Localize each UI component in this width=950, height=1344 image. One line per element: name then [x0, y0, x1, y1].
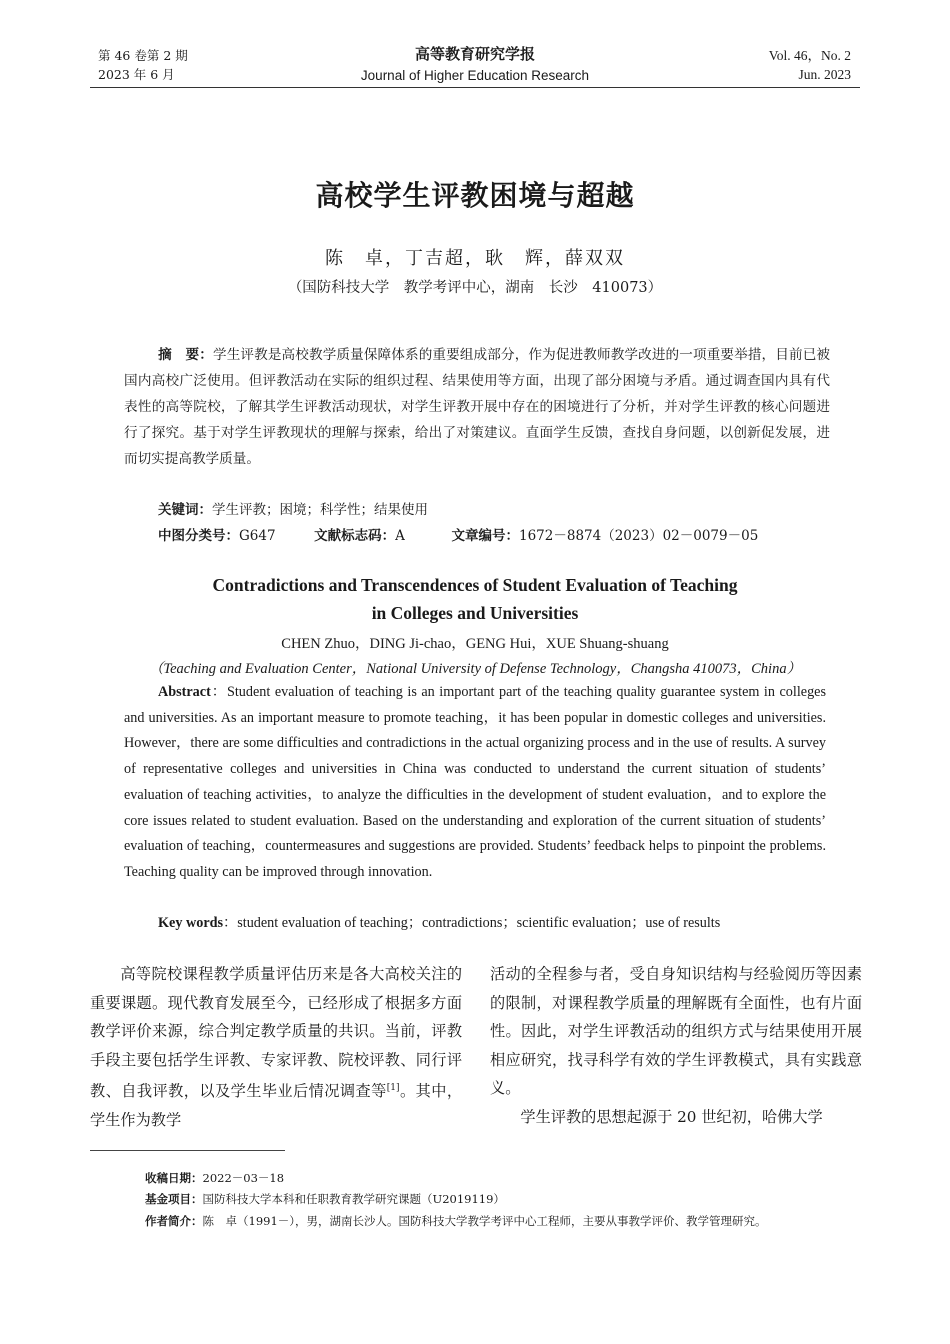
body-right-paragraph-1: 活动的全程参与者，受自身知识结构与经验阅历等因素的限制，对课程教学质量的理解既有全面性，也有片面性。因此，对学生评教活动的组织方式与结果使用开展相应研究，找寻科学有效的学生评教模式，具有实践意义。: [490, 965, 862, 1097]
footnote-received: 收稿日期：2022－03－18: [145, 1171, 285, 1185]
date-cn: 2023 年 6 月: [98, 67, 175, 82]
journal-name-en: Journal of Higher Education Research: [360, 68, 590, 83]
footnote-author: 作者简介：陈 卓（1991－），男，湖南长沙人。国防科技大学教学考评中心工程师，主要从事教学评价、教学管理研究。: [145, 1214, 767, 1228]
volume-issue-en: Vol. 46，No. 2: [768, 48, 851, 63]
footnote-fund: 基金项目：国防科技大学本科和任职教育教学研究课题（U2019119）: [145, 1192, 505, 1206]
keywords-en: Key words：student evaluation of teaching；contradictions；scientific evaluation；use of results: [158, 915, 721, 931]
body-left-column: 高等院校课程教学质量评估历来是各大高校关注的重要课题。现代教育发展至今，已经形成了根据多方面教学评价来源，综合判定教学质量的共识。当前，评教手段主要包括学生评教、专家评教、院校评教、同行评教、自我评教，以及学生毕业后情况调查等[1]。其中，学生作为教学: [90, 965, 463, 1129]
abstract-cn-text: 学生评教是高校教学质量保障体系的重要组成部分，作为促进教师教学改进的一项重要举措，目前已被国内高校广泛使用。但评教活动在实际的组织过程、结果使用等方面，出现了部分困境与矛盾。通过调查国内具有代表性的高等院校，了解其学生评教活动现状，对学生评教开展中存在的困境进行了分析，并对学生评教的核心问题进行了探究。基于对学生评教现状的理解与探索，给出了对策建议。直面学生反馈，查找自身问题，以创新促发展，进而切实提高教学质量。: [124, 347, 831, 467]
citation-ref: [1]: [386, 1083, 400, 1093]
en-authors: CHEN Zhuo，DING Ji-chao，GENG Hui，XUE Shuang-shuang: [281, 636, 669, 652]
affiliation: （国防科技大学 教学考评中心，湖南 长沙 410073）: [287, 280, 663, 296]
keywords-cn: 关键词：学生评教；困境；科学性；结果使用: [158, 502, 428, 518]
en-title-line1: Contradictions and Transcendences of Student Evaluation of Teaching: [212, 575, 738, 595]
abstract-cn-label: 摘 要：: [158, 347, 213, 363]
header-rule: [90, 87, 860, 88]
date-en: Jun. 2023: [798, 67, 851, 82]
body-right-paragraph-2: 学生评教的思想起源于 20 世纪初，哈佛大学: [520, 1107, 823, 1126]
abstract-en-text: Student evaluation of teaching is an important part of the teaching quality guarantee system in colleges and universities. As an important measure to promote teaching，it has been popular in domestic colleges and universities. However，there are some difficulties and contradictions in the actual organizing process and in the use of results. A survey of representative colleges and universities in China was conducted to understand the current situation of students’ evaluation of teaching activities，to analyze the difficulties in the development of student evaluation，and to explore the core issues related to student evaluation. Based on the understanding and exploration of the current situation of students’ evaluation of teaching，countermeasures and suggestions are provided. Students’ feedback helps to pinpoint the problems. Teaching quality can be improved through innovation.: [124, 684, 826, 880]
abstract-en: Abstract：Student evaluation of teaching is an important part of the teaching quality guarantee system in colleges and universities. As an important measure to promote teaching，it has been popular in domestic colleges and universities. However，there are some difficulties and contradictions in the actual organizing process and in the use of results. A survey of representative colleges and universities in China was conducted to understand the current situation of students’ evaluation of teaching activities，to analyze the difficulties in the development of student evaluation，and to explore the core issues related to student evaluation. Based on the understanding and exploration of the current situation of students’ evaluation of teaching，countermeasures and suggestions are provided. Students’ feedback helps to pinpoint the problems. Teaching quality can be improved through innovation.: [124, 684, 826, 880]
body-right-column: [490, 960, 862, 1131]
en-affiliation: （Teaching and Evaluation Center，National University of Defense Technology，Changsha 410073，China）: [148, 661, 802, 677]
article-title: 高校学生评教困境与超越: [315, 179, 635, 212]
en-title-line2: in Colleges and Universities: [371, 603, 579, 623]
authors: 陈 卓，丁吉超，耿 辉，薛双双: [325, 248, 625, 269]
abstract-en-label: Abstract: [158, 684, 211, 700]
abstract-cn: [124, 342, 830, 472]
volume-issue-cn: 第 46 卷第 2 期: [98, 48, 188, 63]
footnote-rule: [90, 1150, 285, 1151]
journal-name-cn: 高等教育研究学报: [414, 45, 535, 63]
classification-row: 中图分类号：G647 文献标志码：A 文章编号：1672－8874（2023）02－0079－05: [158, 528, 759, 544]
